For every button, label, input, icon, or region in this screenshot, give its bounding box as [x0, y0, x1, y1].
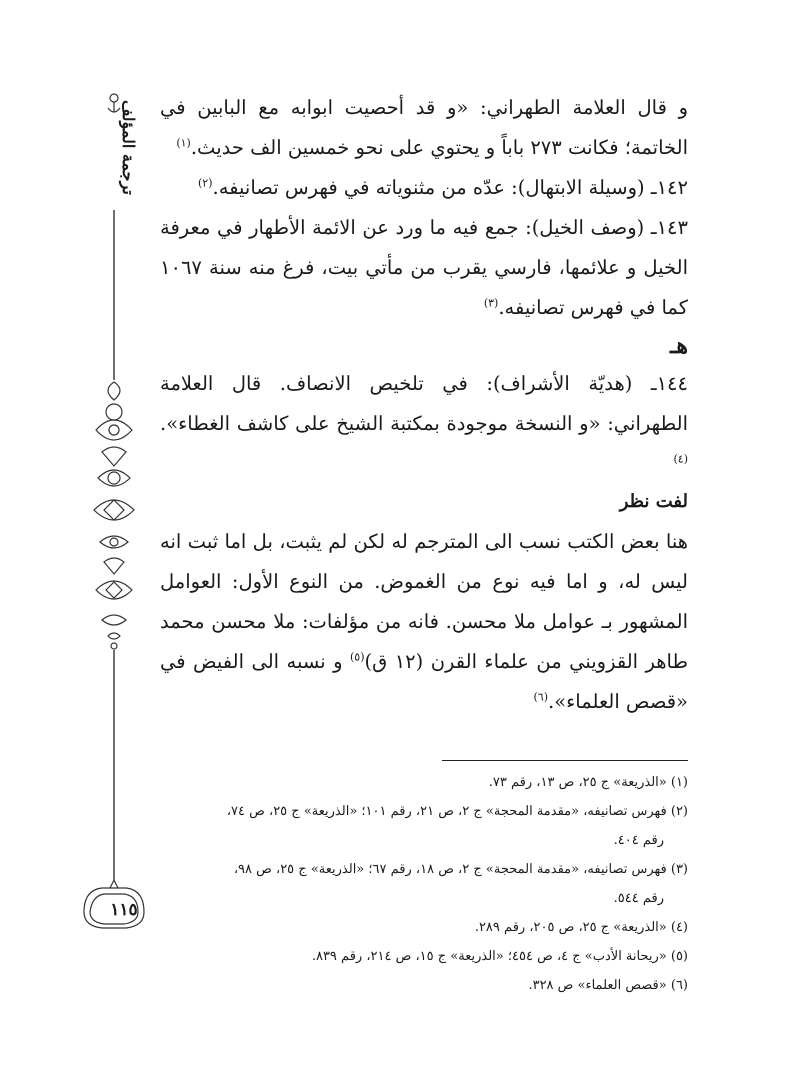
footnote-4: (٤) «الذريعة» ج ٢٥، ص ٢٠٥، رقم ٢٨٩. — [474, 920, 688, 935]
footnote-ref-3[interactable]: (٣) — [483, 296, 499, 310]
footnote-2: (٢) فهرس تصانيفه، «مقدمة المحجة» ج ٢، ص ٢١، رقم ١٠١؛ «الذريعة» ج ٢٥، ص ٧٤، رقم ٤٠٤. — [226, 804, 688, 848]
page-number: ١١٥ — [110, 900, 138, 920]
running-head: ترجمة المؤلف — [119, 99, 138, 195]
main-text — [160, 88, 688, 722]
footnote-3: (٣) فهرس تصانيفه، «مقدمة المحجة» ج ٢، ص ١٨، رقم ٦٧؛ «الذريعة» ج ٢٥، ص ٩٨، رقم ٥٤٤. — [233, 862, 688, 906]
letter-heading: هـ — [669, 333, 688, 359]
paragraph-143: ١٤٣ـ (وصف الخيل): جمع فيه ما ورد عن الائمة الأطهار في معرفة الخيل و علائمها، فارسي يقرب من مأتي بيت، فرغ منه سنة ١٠٦٧ كما في فهرس تصانيفه.$^{(٣)}$ — [160, 216, 688, 319]
footnote-ref-1[interactable]: (١) — [176, 136, 191, 150]
footnote-6: (٦) «قصص العلماء» ص ٣٢٨. — [528, 978, 688, 993]
footnote-divider — [442, 760, 688, 761]
footnote-5: (٥) «ريحانة الأدب» ج ٤، ص ٤٥٤؛ «الذريعة» ج ١٥، ص ٢١٤، رقم ٨٣٩. — [311, 949, 688, 964]
paragraph-tehrani-quote: و قال العلامة الطهراني: «و قد أحصيت ابوابه مع البابين في الخاتمة؛ فكانت ٢٧٣ باباً و يحتوي على نحو خمسين الف حديث.$^{(١)}$ — [160, 96, 688, 159]
footnote-ref-4[interactable]: (٤) — [673, 452, 688, 466]
paragraph-142: ١٤٢ـ (وسيلة الابتهال): عدّه من مثنوياته في فهرس تصانيفه.$^{(٢)}$ — [198, 176, 688, 199]
footnote-ref-5[interactable]: (٥) — [349, 650, 365, 664]
footnotes — [160, 768, 688, 1000]
decorative-border — [82, 90, 146, 930]
paragraph-144: ١٤٤ـ (هديّة الأشراف): في تلخيص الانصاف. قال العلامة الطهراني: «و النسخة موجودة بمكتبة الشيخ على كاشف الغطاء».$^{(٤)}$ — [160, 372, 688, 466]
footnote-1: (١) «الذريعة» ج ٢٥، ص ١٣، رقم ٧٣. — [488, 775, 688, 790]
footnote-ref-2[interactable]: (٢) — [198, 176, 213, 190]
paragraph-attention: هنا بعض الكتب نسب الى المترجم له لكن لم يثبت، بل اما ثبت انه ليس له، و اما فيه نوع من الغموض. من النوع الأول: العوامل المشهور بـ عوامل ملا محسن. فانه من مؤلفات: ملا محسن محمد طاهر القزويني من علماء القرن (١٢ ق)$^{(٥)}$ و نسبه الى الفيض في «قصص العلماء».$^{(٦)}$ — [160, 530, 688, 713]
section-heading: لفت نظر — [619, 491, 688, 512]
footnote-ref-6[interactable]: (٦) — [533, 690, 548, 704]
